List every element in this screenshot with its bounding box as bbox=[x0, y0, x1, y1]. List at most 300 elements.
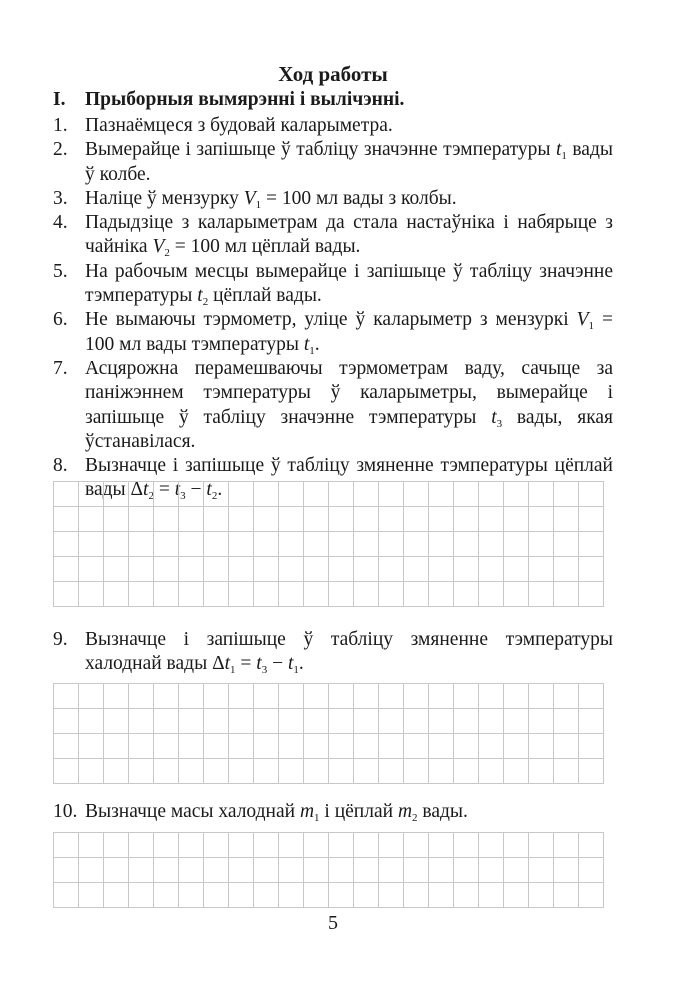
grid-cell[interactable] bbox=[579, 734, 604, 759]
grid-cell[interactable] bbox=[504, 684, 529, 709]
grid-cell[interactable] bbox=[104, 684, 129, 709]
grid-cell[interactable] bbox=[254, 582, 279, 607]
grid-cell[interactable] bbox=[54, 709, 79, 734]
grid-cell[interactable] bbox=[54, 557, 79, 582]
grid-cell[interactable] bbox=[379, 684, 404, 709]
grid-cell[interactable] bbox=[579, 833, 604, 858]
grid-cell[interactable] bbox=[379, 507, 404, 532]
grid-cell[interactable] bbox=[179, 507, 204, 532]
grid-cell[interactable] bbox=[129, 759, 154, 784]
grid-cell[interactable] bbox=[229, 709, 254, 734]
grid-cell[interactable] bbox=[54, 684, 79, 709]
grid-cell[interactable] bbox=[79, 582, 104, 607]
grid-cell[interactable] bbox=[254, 734, 279, 759]
grid-cell[interactable] bbox=[129, 709, 154, 734]
math-variable: $t_1$ bbox=[287, 653, 299, 677]
grid-cell[interactable] bbox=[454, 734, 479, 759]
item-text: Вызначце масы халоднай bbox=[85, 801, 300, 822]
grid-cell[interactable] bbox=[404, 557, 429, 582]
grid-cell[interactable] bbox=[54, 759, 79, 784]
grid-cell[interactable] bbox=[254, 557, 279, 582]
grid-cell[interactable] bbox=[279, 582, 304, 607]
grid-cell[interactable] bbox=[529, 759, 554, 784]
grid-cell[interactable] bbox=[504, 557, 529, 582]
grid-cell[interactable] bbox=[304, 709, 329, 734]
grid-cell[interactable] bbox=[354, 557, 379, 582]
grid-cell[interactable] bbox=[204, 759, 229, 784]
grid-cell[interactable] bbox=[504, 759, 529, 784]
item-text: і цёплай bbox=[319, 801, 398, 822]
grid-cell[interactable] bbox=[529, 883, 554, 908]
grid-cell[interactable] bbox=[354, 759, 379, 784]
item-text: = 100 мл вады тэмпературы bbox=[85, 309, 613, 355]
grid-cell[interactable] bbox=[204, 532, 229, 557]
grid-cell[interactable] bbox=[554, 734, 579, 759]
grid-cell[interactable] bbox=[379, 532, 404, 557]
grid-cell[interactable] bbox=[104, 734, 129, 759]
grid-cell[interactable] bbox=[179, 858, 204, 883]
math-variable: $V_1$ bbox=[243, 187, 262, 211]
grid-cell[interactable] bbox=[579, 507, 604, 532]
grid-cell[interactable] bbox=[154, 858, 179, 883]
grid-cell[interactable] bbox=[529, 709, 554, 734]
grid-cell[interactable] bbox=[154, 833, 179, 858]
grid-cell[interactable] bbox=[354, 734, 379, 759]
grid-cell[interactable] bbox=[229, 557, 254, 582]
grid-cell[interactable] bbox=[504, 709, 529, 734]
grid-cell[interactable] bbox=[529, 507, 554, 532]
grid-cell[interactable] bbox=[304, 858, 329, 883]
grid-cell[interactable] bbox=[129, 507, 154, 532]
grid-cell[interactable] bbox=[129, 582, 154, 607]
grid-cell[interactable] bbox=[529, 858, 554, 883]
grid-cell[interactable] bbox=[279, 532, 304, 557]
grid-cell[interactable] bbox=[54, 858, 79, 883]
grid-cell[interactable] bbox=[254, 759, 279, 784]
grid-cell[interactable] bbox=[129, 557, 154, 582]
grid-cell[interactable] bbox=[579, 582, 604, 607]
grid-cell[interactable] bbox=[54, 482, 79, 507]
grid-cell[interactable] bbox=[554, 507, 579, 532]
grid-cell[interactable] bbox=[129, 482, 154, 507]
grid-cell[interactable] bbox=[354, 709, 379, 734]
grid-cell[interactable] bbox=[79, 883, 104, 908]
grid-cell[interactable] bbox=[429, 759, 454, 784]
math-variable: $m_2$ bbox=[397, 801, 418, 824]
grid-cell[interactable] bbox=[479, 582, 504, 607]
grid-cell[interactable] bbox=[579, 684, 604, 709]
item-text: . bbox=[217, 479, 223, 501]
grid-cell[interactable] bbox=[204, 709, 229, 734]
grid-cell[interactable] bbox=[279, 684, 304, 709]
grid-cell[interactable] bbox=[229, 759, 254, 784]
grid-cell[interactable] bbox=[204, 858, 229, 883]
grid-cell[interactable] bbox=[179, 709, 204, 734]
grid-cell[interactable] bbox=[104, 582, 129, 607]
grid-cell[interactable] bbox=[229, 532, 254, 557]
item-text: Не вымаючы тэрмометр, уліце ў каларыметр з мензуркі bbox=[85, 309, 577, 331]
grid-cell[interactable] bbox=[504, 734, 529, 759]
section-number: I. bbox=[53, 89, 66, 110]
grid-cell[interactable] bbox=[429, 883, 454, 908]
grid-cell[interactable] bbox=[79, 532, 104, 557]
grid-cell[interactable] bbox=[154, 759, 179, 784]
grid-cell[interactable] bbox=[154, 557, 179, 582]
grid-cell[interactable] bbox=[179, 482, 204, 507]
grid-cell[interactable] bbox=[279, 709, 304, 734]
grid-cell[interactable] bbox=[429, 858, 454, 883]
grid-cell[interactable] bbox=[104, 507, 129, 532]
grid-cell[interactable] bbox=[279, 883, 304, 908]
grid-cell[interactable] bbox=[429, 532, 454, 557]
page-title: Ход работы bbox=[278, 62, 388, 86]
grid-cell[interactable] bbox=[454, 833, 479, 858]
item-number: 3. bbox=[53, 187, 68, 209]
grid-cell[interactable] bbox=[79, 482, 104, 507]
grid-cell[interactable] bbox=[454, 507, 479, 532]
math-variable: $t_2$ bbox=[143, 479, 154, 503]
grid-cell[interactable] bbox=[479, 858, 504, 883]
grid-cell[interactable] bbox=[304, 684, 329, 709]
item-text: Вызначце і запішыце ў табліцу змяненне тэмпературы халоднай вады Δ bbox=[85, 629, 613, 675]
grid-cell[interactable] bbox=[204, 883, 229, 908]
grid-cell[interactable] bbox=[79, 759, 104, 784]
item-number: 1. bbox=[53, 115, 68, 136]
item-text: . bbox=[298, 653, 304, 675]
grid-cell[interactable] bbox=[254, 507, 279, 532]
grid-cell[interactable] bbox=[504, 833, 529, 858]
grid-cell[interactable] bbox=[254, 833, 279, 858]
grid-cell[interactable] bbox=[279, 507, 304, 532]
grid-cell[interactable] bbox=[529, 684, 554, 709]
grid-cell[interactable] bbox=[354, 684, 379, 709]
grid-cell[interactable] bbox=[254, 858, 279, 883]
grid-cell[interactable] bbox=[504, 858, 529, 883]
grid-cell[interactable] bbox=[379, 883, 404, 908]
grid-cell[interactable] bbox=[479, 709, 504, 734]
grid-cell[interactable] bbox=[504, 582, 529, 607]
grid-cell[interactable] bbox=[454, 858, 479, 883]
grid-cell[interactable] bbox=[229, 858, 254, 883]
grid-cell[interactable] bbox=[154, 482, 179, 507]
grid-cell[interactable] bbox=[79, 684, 104, 709]
grid-cell[interactable] bbox=[554, 684, 579, 709]
grid-cell[interactable] bbox=[404, 833, 429, 858]
grid-cell[interactable] bbox=[354, 833, 379, 858]
grid-cell[interactable] bbox=[79, 734, 104, 759]
grid-cell[interactable] bbox=[79, 858, 104, 883]
item-text: = 100 мл цёплай вады. bbox=[169, 236, 361, 258]
grid-cell[interactable] bbox=[404, 507, 429, 532]
grid-cell[interactable] bbox=[154, 709, 179, 734]
grid-cell[interactable] bbox=[179, 883, 204, 908]
grid-cell[interactable] bbox=[154, 734, 179, 759]
grid-cell[interactable] bbox=[104, 532, 129, 557]
grid-cell[interactable] bbox=[329, 833, 354, 858]
answer-grid[interactable] bbox=[53, 683, 604, 784]
grid-cell[interactable] bbox=[104, 833, 129, 858]
grid-cell[interactable] bbox=[179, 684, 204, 709]
grid-cell[interactable] bbox=[429, 507, 454, 532]
math-variable: $t_3$ bbox=[256, 653, 268, 677]
grid-cell[interactable] bbox=[104, 883, 129, 908]
grid-cell[interactable] bbox=[529, 532, 554, 557]
grid-cell[interactable] bbox=[304, 759, 329, 784]
grid-cell[interactable] bbox=[554, 482, 579, 507]
grid-cell[interactable] bbox=[479, 833, 504, 858]
item-text: = bbox=[153, 479, 175, 501]
grid-cell[interactable] bbox=[329, 482, 354, 507]
grid-cell[interactable] bbox=[229, 482, 254, 507]
grid-cell[interactable] bbox=[104, 759, 129, 784]
answer-grid[interactable] bbox=[53, 481, 604, 607]
grid-cell[interactable] bbox=[204, 833, 229, 858]
grid-cell[interactable] bbox=[579, 557, 604, 582]
instruction-list-9 bbox=[53, 628, 613, 677]
grid-cell[interactable] bbox=[329, 759, 354, 784]
grid-cell[interactable] bbox=[304, 557, 329, 582]
grid-cell[interactable] bbox=[554, 833, 579, 858]
grid-cell[interactable] bbox=[479, 557, 504, 582]
grid-cell[interactable] bbox=[529, 833, 554, 858]
grid-cell[interactable] bbox=[554, 883, 579, 908]
grid-cell[interactable] bbox=[254, 684, 279, 709]
grid-cell[interactable] bbox=[179, 734, 204, 759]
grid-cell[interactable] bbox=[79, 709, 104, 734]
grid-cell[interactable] bbox=[129, 833, 154, 858]
grid-cell[interactable] bbox=[429, 734, 454, 759]
grid-cell[interactable] bbox=[479, 734, 504, 759]
grid-cell[interactable] bbox=[179, 582, 204, 607]
grid-cell[interactable] bbox=[454, 759, 479, 784]
grid-cell[interactable] bbox=[304, 734, 329, 759]
grid-cell[interactable] bbox=[329, 734, 354, 759]
grid-cell[interactable] bbox=[504, 507, 529, 532]
grid-cell[interactable] bbox=[454, 582, 479, 607]
grid-cell[interactable] bbox=[304, 883, 329, 908]
grid-cell[interactable] bbox=[504, 883, 529, 908]
item-text: На рабочым месцы вымерайце і запішыце ў табліцу значэнне тэмпературы bbox=[85, 260, 613, 307]
grid-cell[interactable] bbox=[229, 833, 254, 858]
grid-cell[interactable] bbox=[329, 883, 354, 908]
instruction-item bbox=[53, 357, 613, 454]
grid-cell[interactable] bbox=[204, 482, 229, 507]
grid-cell[interactable] bbox=[379, 709, 404, 734]
grid-cell[interactable] bbox=[54, 734, 79, 759]
grid-cell[interactable] bbox=[504, 482, 529, 507]
grid-cell[interactable] bbox=[579, 482, 604, 507]
grid-cell[interactable] bbox=[204, 734, 229, 759]
grid-cell[interactable] bbox=[54, 833, 79, 858]
grid-cell[interactable] bbox=[479, 507, 504, 532]
grid-cell[interactable] bbox=[329, 858, 354, 883]
grid-cell[interactable] bbox=[104, 709, 129, 734]
grid-cell[interactable] bbox=[54, 883, 79, 908]
grid-cell[interactable] bbox=[204, 507, 229, 532]
grid-cell[interactable] bbox=[554, 709, 579, 734]
grid-cell[interactable] bbox=[79, 833, 104, 858]
grid-cell[interactable] bbox=[404, 858, 429, 883]
grid-cell[interactable] bbox=[554, 582, 579, 607]
grid-cell[interactable] bbox=[504, 532, 529, 557]
grid-cell[interactable] bbox=[479, 482, 504, 507]
grid-cell[interactable] bbox=[279, 557, 304, 582]
grid-cell[interactable] bbox=[354, 482, 379, 507]
grid-cell[interactable] bbox=[579, 858, 604, 883]
grid-cell[interactable] bbox=[554, 557, 579, 582]
grid-cell[interactable] bbox=[279, 734, 304, 759]
item-text: вады. bbox=[417, 801, 468, 822]
grid-cell[interactable] bbox=[304, 507, 329, 532]
grid-cell[interactable] bbox=[329, 557, 354, 582]
grid-cell[interactable] bbox=[429, 482, 454, 507]
grid-cell[interactable] bbox=[379, 734, 404, 759]
grid-cell[interactable] bbox=[204, 582, 229, 607]
grid-cell[interactable] bbox=[404, 684, 429, 709]
grid-cell[interactable] bbox=[454, 684, 479, 709]
grid-cell[interactable] bbox=[304, 833, 329, 858]
grid-cell[interactable] bbox=[454, 883, 479, 908]
grid-cell[interactable] bbox=[179, 532, 204, 557]
grid-cell[interactable] bbox=[154, 684, 179, 709]
grid-cell[interactable] bbox=[279, 482, 304, 507]
grid-cell[interactable] bbox=[379, 833, 404, 858]
grid-cell[interactable] bbox=[379, 858, 404, 883]
grid-cell[interactable] bbox=[279, 833, 304, 858]
grid-cell[interactable] bbox=[79, 557, 104, 582]
grid-cell[interactable] bbox=[304, 482, 329, 507]
grid-cell[interactable] bbox=[529, 582, 554, 607]
grid-cell[interactable] bbox=[554, 759, 579, 784]
grid-cell[interactable] bbox=[529, 482, 554, 507]
grid-cell[interactable] bbox=[354, 883, 379, 908]
grid-cell[interactable] bbox=[404, 734, 429, 759]
instruction-item bbox=[53, 260, 613, 309]
answer-grid[interactable] bbox=[53, 832, 604, 908]
grid-cell[interactable] bbox=[254, 532, 279, 557]
grid-cell[interactable] bbox=[154, 582, 179, 607]
grid-cell[interactable] bbox=[354, 507, 379, 532]
grid-cell[interactable] bbox=[329, 532, 354, 557]
grid-cell[interactable] bbox=[479, 759, 504, 784]
instruction-list-1-8 bbox=[53, 114, 613, 503]
grid-cell[interactable] bbox=[129, 883, 154, 908]
instruction-item bbox=[53, 800, 613, 824]
grid-cell[interactable] bbox=[229, 684, 254, 709]
grid-cell[interactable] bbox=[279, 858, 304, 883]
grid-cell[interactable] bbox=[104, 858, 129, 883]
grid-cell[interactable] bbox=[454, 482, 479, 507]
item-text: вады, якая ўстанавілася. bbox=[85, 406, 613, 452]
grid-cell[interactable] bbox=[54, 582, 79, 607]
grid-cell[interactable] bbox=[404, 482, 429, 507]
grid-cell[interactable] bbox=[179, 557, 204, 582]
grid-cell[interactable] bbox=[429, 684, 454, 709]
grid-cell[interactable] bbox=[304, 532, 329, 557]
item-number: 7. bbox=[53, 357, 68, 379]
grid-cell[interactable] bbox=[129, 734, 154, 759]
grid-cell[interactable] bbox=[579, 532, 604, 557]
grid-cell[interactable] bbox=[179, 759, 204, 784]
grid-cell[interactable] bbox=[479, 532, 504, 557]
grid-cell[interactable] bbox=[479, 883, 504, 908]
grid-cell[interactable] bbox=[329, 684, 354, 709]
grid-cell[interactable] bbox=[554, 532, 579, 557]
grid-cell[interactable] bbox=[454, 709, 479, 734]
grid-cell[interactable] bbox=[354, 582, 379, 607]
grid-cell[interactable] bbox=[379, 759, 404, 784]
grid-cell[interactable] bbox=[429, 709, 454, 734]
grid-cell[interactable] bbox=[429, 582, 454, 607]
grid-cell[interactable] bbox=[379, 482, 404, 507]
instruction-item bbox=[53, 628, 613, 677]
grid-cell[interactable] bbox=[529, 557, 554, 582]
grid-cell[interactable] bbox=[379, 582, 404, 607]
grid-cell[interactable] bbox=[204, 684, 229, 709]
grid-cell[interactable] bbox=[404, 582, 429, 607]
grid-cell[interactable] bbox=[404, 759, 429, 784]
grid-cell[interactable] bbox=[129, 858, 154, 883]
grid-cell[interactable] bbox=[204, 557, 229, 582]
item-number: 9. bbox=[53, 629, 68, 650]
grid-cell[interactable] bbox=[429, 557, 454, 582]
grid-cell[interactable] bbox=[554, 858, 579, 883]
grid-cell[interactable] bbox=[404, 532, 429, 557]
grid-cell[interactable] bbox=[254, 709, 279, 734]
grid-cell[interactable] bbox=[529, 734, 554, 759]
grid-cell[interactable] bbox=[229, 582, 254, 607]
grid-cell[interactable] bbox=[104, 557, 129, 582]
grid-cell[interactable] bbox=[129, 532, 154, 557]
grid-cell[interactable] bbox=[54, 532, 79, 557]
grid-cell[interactable] bbox=[129, 684, 154, 709]
grid-cell[interactable] bbox=[54, 507, 79, 532]
grid-cell[interactable] bbox=[479, 684, 504, 709]
grid-cell[interactable] bbox=[229, 883, 254, 908]
grid-cell[interactable] bbox=[329, 507, 354, 532]
grid-cell[interactable] bbox=[79, 507, 104, 532]
grid-cell[interactable] bbox=[579, 759, 604, 784]
item-text: вады ў колбе. bbox=[85, 139, 613, 185]
grid-cell[interactable] bbox=[354, 532, 379, 557]
grid-cell[interactable] bbox=[154, 507, 179, 532]
grid-cell[interactable] bbox=[454, 532, 479, 557]
grid-cell[interactable] bbox=[329, 582, 354, 607]
grid-cell[interactable] bbox=[279, 759, 304, 784]
grid-cell[interactable] bbox=[154, 532, 179, 557]
grid-cell[interactable] bbox=[329, 709, 354, 734]
grid-cell[interactable] bbox=[229, 507, 254, 532]
grid-cell[interactable] bbox=[429, 833, 454, 858]
grid-cell[interactable] bbox=[304, 582, 329, 607]
grid-cell[interactable] bbox=[154, 883, 179, 908]
grid-cell[interactable] bbox=[254, 883, 279, 908]
grid-cell[interactable] bbox=[404, 709, 429, 734]
grid-cell[interactable] bbox=[454, 557, 479, 582]
grid-cell[interactable] bbox=[579, 883, 604, 908]
grid-cell[interactable] bbox=[379, 557, 404, 582]
grid-cell[interactable] bbox=[229, 734, 254, 759]
math-variable: $t_1$ bbox=[224, 653, 236, 677]
grid-cell[interactable] bbox=[179, 833, 204, 858]
grid-cell[interactable] bbox=[404, 883, 429, 908]
item-text: Наліце ў мензурку bbox=[85, 187, 244, 209]
grid-cell[interactable] bbox=[354, 858, 379, 883]
math-variable: $t_2$ bbox=[197, 285, 209, 309]
grid-cell[interactable] bbox=[104, 482, 129, 507]
grid-cell[interactable] bbox=[254, 482, 279, 507]
grid-cell[interactable] bbox=[579, 709, 604, 734]
